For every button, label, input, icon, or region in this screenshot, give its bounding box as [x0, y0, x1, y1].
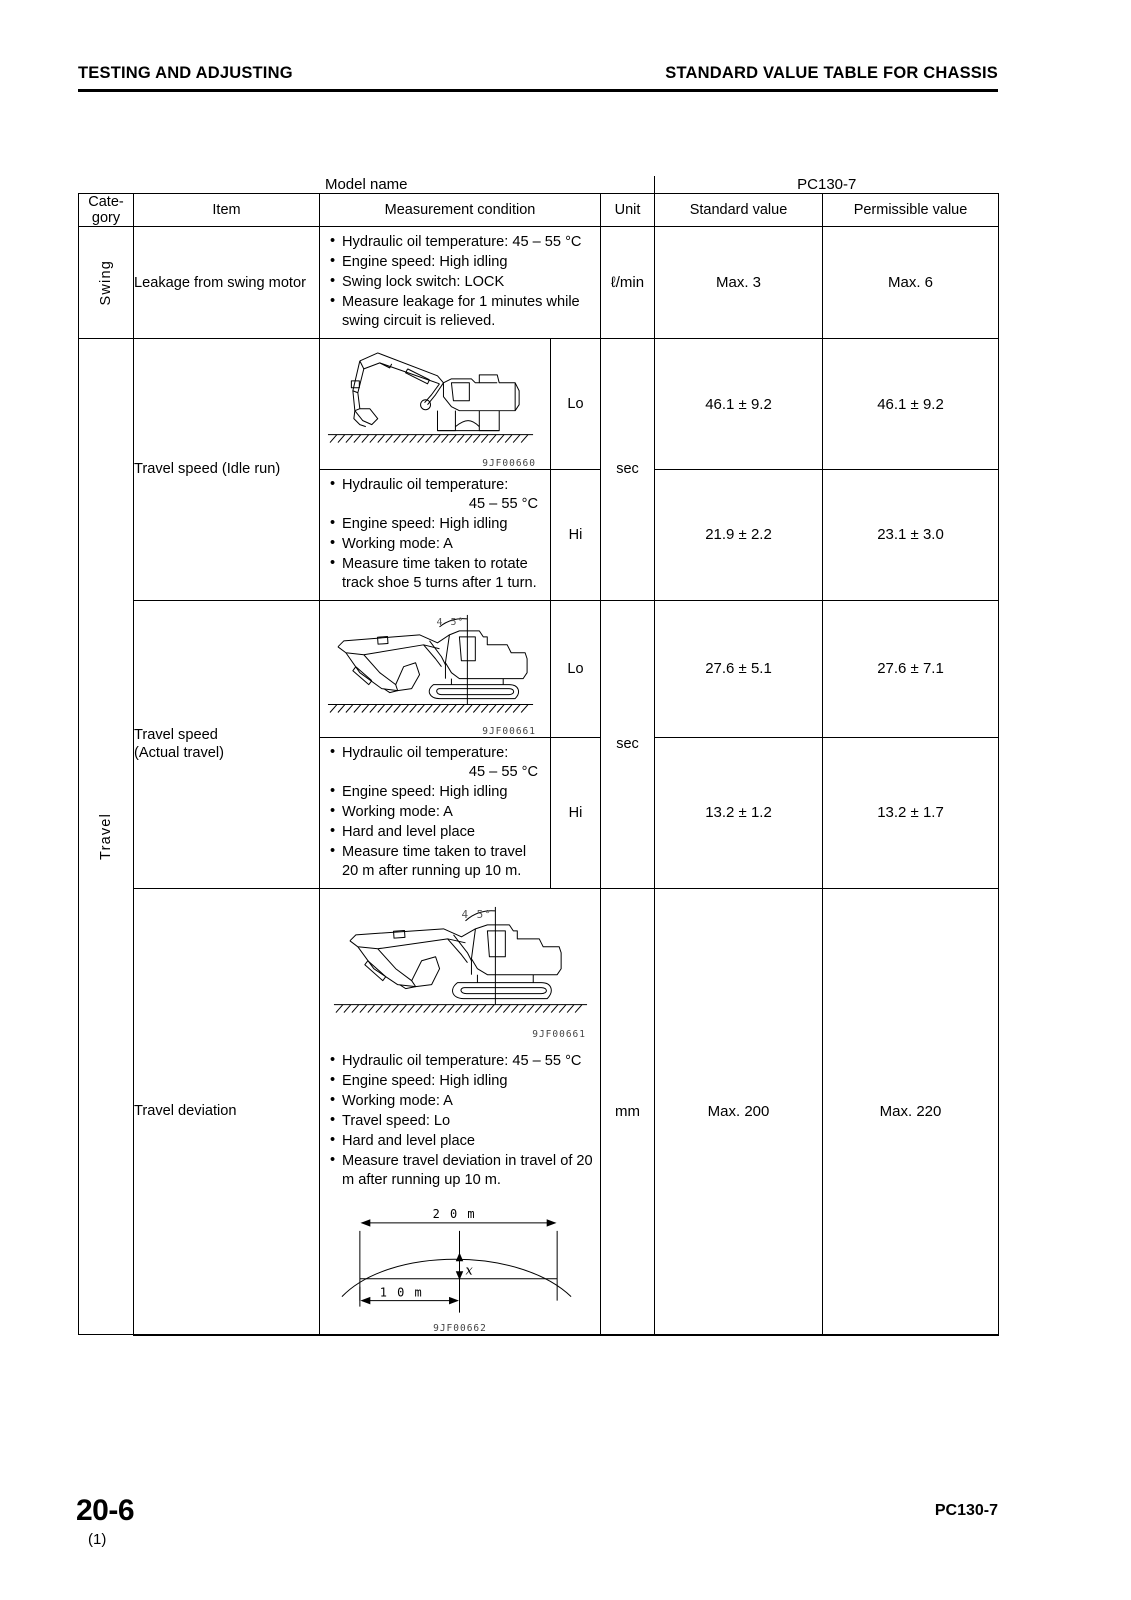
standard-value-swing: Max. 3: [655, 227, 823, 339]
condition-item: • Engine speed: High idling: [330, 783, 544, 802]
condition-item: • Measure time taken to rotate track shoe 5 turns after 1 turn.: [330, 555, 544, 593]
model-name-value: PC130-7: [655, 176, 999, 194]
column-header-standard: Standard value: [655, 194, 823, 227]
condition-temp-range: 45 – 55 °C: [468, 495, 538, 512]
condition-list-actual-travel: [320, 738, 550, 888]
condition-text: Hydraulic oil temperature:: [342, 476, 509, 493]
page-number: 20-6: [76, 1494, 135, 1527]
table-row-swing: [79, 227, 999, 339]
standard-value-idle-lo: 46.1 ± 9.2: [655, 339, 823, 469]
running-head: [78, 64, 998, 83]
column-header-item: Item: [134, 194, 320, 227]
column-header-unit: Unit: [601, 194, 655, 227]
column-header-category: [79, 194, 134, 227]
condition-cell-swing: [320, 227, 601, 339]
unit-cell-swing: ℓ/min: [601, 227, 655, 339]
condition-item: • Measure time taken to travel 20 m after running up 10 m.: [330, 843, 544, 881]
speed-label-actual-hi: Hi: [551, 738, 601, 889]
angle-label-45: 4 5°: [461, 907, 492, 921]
standard-value-travel-deviation: Max. 200: [655, 888, 823, 1334]
travel-deviation-curve-diagram: [320, 1201, 600, 1321]
table-row-travel-actual-lo: [79, 600, 999, 737]
model-name-label: Model name: [79, 176, 655, 194]
item-cell-travel-deviation: Travel deviation: [134, 888, 320, 1334]
figure-cell-idle-run: [320, 339, 551, 469]
condition-cell-idle-run: [320, 469, 551, 600]
footer-model: PC130-7: [934, 1502, 998, 1519]
condition-cell-travel-deviation: [320, 888, 601, 1334]
dimension-label-10m: 1 0 m: [379, 1285, 424, 1300]
standard-value-actual-hi: 13.2 ± 1.2: [655, 738, 823, 889]
condition-item: • Measure travel deviation in travel of 20 m after running up 10 m.: [330, 1152, 594, 1190]
speed-label-idle-hi: Hi: [551, 469, 601, 600]
permissible-value-travel-deviation: Max. 220: [823, 888, 999, 1334]
condition-temp-range: 45 – 55 °C: [468, 764, 538, 781]
permissible-value-actual-lo: 27.6 ± 7.1: [823, 600, 999, 737]
column-header-condition: Measurement condition: [320, 194, 601, 227]
table-row-travel-deviation: [79, 888, 999, 1334]
running-head-left: TESTING AND ADJUSTING: [78, 64, 293, 82]
condition-item: • Engine speed: High idling: [330, 1072, 594, 1091]
category-label-travel: Travel: [98, 813, 114, 861]
unit-cell-travel-actual: sec: [601, 600, 655, 888]
condition-item: • Hydraulic oil temperature: 45 – 55 °C: [330, 233, 594, 252]
item-cell-travel-actual: [134, 600, 320, 888]
condition-item: • Engine speed: High idling: [330, 515, 544, 534]
condition-item: • Hard and level place: [330, 823, 544, 842]
condition-item: • Working mode: A: [330, 1092, 594, 1111]
page-number-sub: (1): [88, 1531, 107, 1548]
column-header-permissible: Permissible value: [823, 194, 999, 227]
item-label-line1: Travel speed: [134, 726, 218, 743]
condition-item: • Working mode: A: [330, 535, 544, 554]
condition-item: • Engine speed: High idling: [330, 253, 594, 272]
standard-value-table: [78, 176, 999, 1336]
item-cell-swing-leakage: Leakage from swing motor: [134, 227, 320, 339]
condition-list-idle-run: [320, 470, 550, 600]
table-header-row: [79, 194, 999, 227]
condition-cell-actual-travel: [320, 738, 551, 889]
permissible-value-idle-lo: 46.1 ± 9.2: [823, 339, 999, 469]
item-cell-travel-idle: Travel speed (Idle run): [134, 339, 320, 600]
figure-code-idle-run: 9JF00660: [482, 457, 536, 469]
category-label-swing: Swing: [98, 260, 114, 306]
condition-item: • Swing lock switch: LOCK: [330, 273, 594, 292]
condition-list-travel-deviation: [320, 1040, 600, 1197]
permissible-value-idle-hi: 23.1 ± 3.0: [823, 469, 999, 600]
dimension-label-20m: 2 0 m: [432, 1207, 477, 1222]
excavator-idle-run-diagram: [320, 339, 550, 456]
figure-code-deviation-machine: 9JF00661: [532, 1029, 586, 1041]
header-rule: [78, 89, 998, 92]
category-cell-swing: [79, 227, 134, 339]
table-model-row: [79, 176, 999, 194]
speed-label-idle-lo: Lo: [551, 339, 601, 469]
running-head-right: STANDARD VALUE TABLE FOR CHASSIS: [665, 64, 998, 82]
condition-item: • Hydraulic oil temperature: 45 – 55 °C: [330, 1052, 594, 1071]
condition-item: [330, 476, 544, 514]
condition-item: • Measure leakage for 1 minutes while swing circuit is relieved.: [330, 293, 594, 331]
condition-item: • Working mode: A: [330, 803, 544, 822]
table-row-travel-idle-lo: [79, 339, 999, 469]
condition-item: • Hard and level place: [330, 1132, 594, 1151]
category-cell-travel: [79, 339, 134, 1335]
angle-label-45: 4 5°: [436, 616, 465, 628]
unit-cell-travel-deviation: mm: [601, 888, 655, 1334]
condition-list-swing: [320, 227, 600, 338]
permissible-value-actual-hi: 13.2 ± 1.7: [823, 738, 999, 889]
condition-item: [330, 744, 544, 782]
deviation-label-x: x: [465, 1263, 473, 1279]
figure-code-actual-travel: 9JF00661: [482, 726, 536, 738]
condition-item: • Travel speed: Lo: [330, 1112, 594, 1131]
figure-cell-actual-travel: [320, 600, 551, 737]
permissible-value-swing: Max. 6: [823, 227, 999, 339]
item-label-line2: (Actual travel): [134, 745, 225, 762]
category-header-line1: Cate-: [88, 194, 124, 210]
figure-code-deviation-curve: 9JF00662: [433, 1322, 487, 1334]
excavator-travel-deviation-diagram: [320, 889, 600, 1029]
category-header-line2: gory: [91, 210, 121, 227]
standard-value-idle-hi: 21.9 ± 2.2: [655, 469, 823, 600]
unit-cell-travel-idle: sec: [601, 339, 655, 600]
speed-label-actual-lo: Lo: [551, 600, 601, 737]
standard-value-actual-lo: 27.6 ± 5.1: [655, 600, 823, 737]
excavator-actual-travel-diagram: [320, 601, 550, 725]
condition-text: Hydraulic oil temperature:: [342, 745, 509, 762]
